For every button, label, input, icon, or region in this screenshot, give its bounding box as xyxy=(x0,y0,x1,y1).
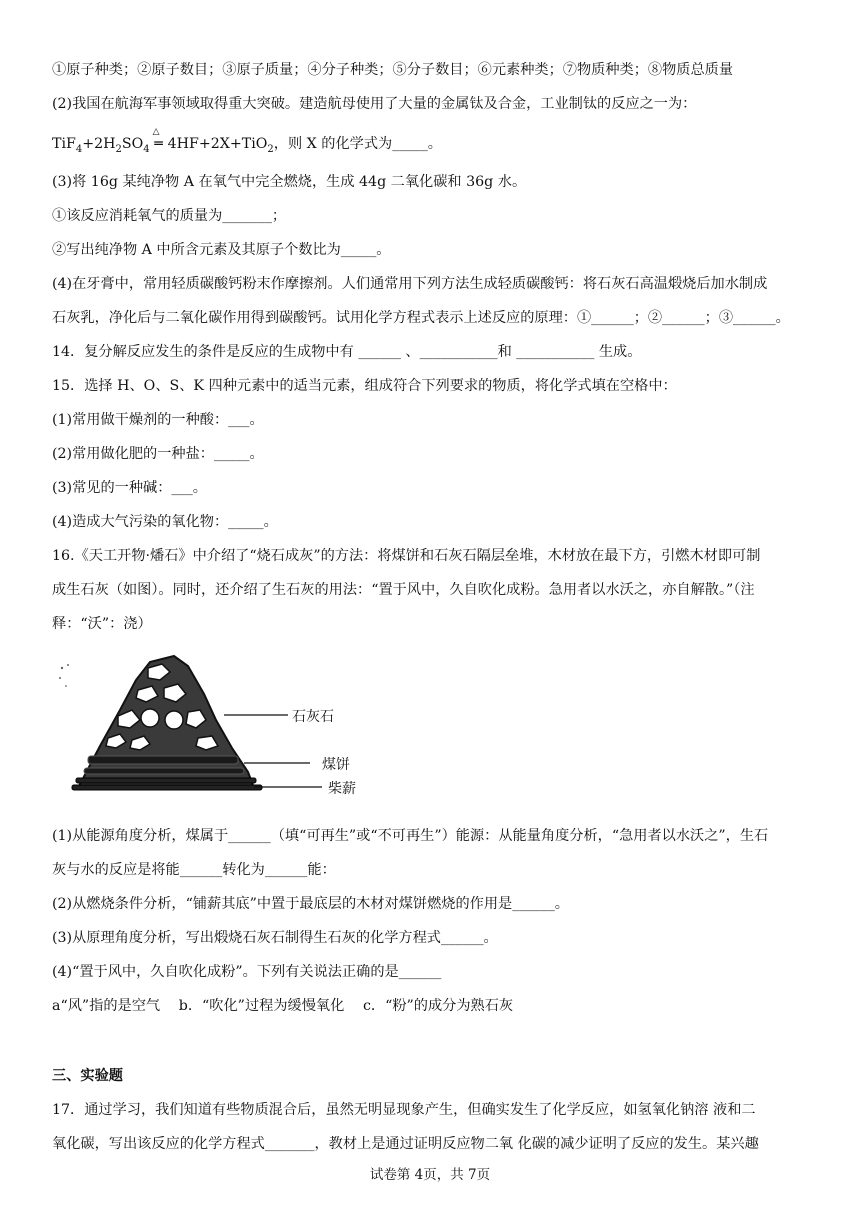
q13-part3-sub1: ①该反应消耗氧气的质量为_______； xyxy=(52,208,287,224)
q16-sub4-options: a“风”指的是空气 b．“吹化”过程为缓慢氧化 c．“粉”的成分为熟石灰 xyxy=(52,998,514,1014)
q15-sub3: (3)常见的一种碱：___。 xyxy=(52,480,207,496)
label-coal-cake: 煤饼 xyxy=(322,757,350,773)
q16-sub4: (4)“置于风中，久自吹化成粉”。下列有关说法正确的是______ xyxy=(52,964,442,980)
q17-text-line2: 氧化碳，写出该反应的化学方程式_______，教材上是通过证明反应物二氧 化碳的减少证明了反应的发生。某兴趣 xyxy=(52,1136,759,1152)
q16-text-line3: 释：“沃”：浇） xyxy=(52,616,152,632)
q13-part4-line2: 石灰乳，净化后与二氧化碳作用得到碳酸钙。试用化学方程式表示上述反应的原理：①______；②______；③______。 xyxy=(52,310,790,326)
q17-text-line1: 17．通过学习，我们知道有些物质混合后，虽然无明显现象产生，但确实发生了化学反应，如氢氧化钠溶 液和二 xyxy=(52,1102,756,1118)
q16-sub3: (3)从原理角度分析，写出煅烧石灰石制得生石灰的化学方程式______。 xyxy=(52,930,498,946)
q13-options-line: ①原子种类；②原子数目；③原子质量；④分子种类；⑤分子数目；⑥元素种类；⑦物质种类；⑧物质总质量 xyxy=(52,62,734,78)
label-limestone: 石灰石 xyxy=(292,709,334,725)
q15-sub2: (2)常用做化肥的一种盐：_____。 xyxy=(52,446,264,462)
q16-sub1-line1: (1)从能源角度分析，煤属于______（填“可再生”或“不可再生”）能源：从能量角度分析，“急用者以水沃之”，生石 xyxy=(52,828,769,844)
q13-part3-sub2: ②写出纯净物 A 中所含元素及其原子个数比为_____。 xyxy=(52,242,391,258)
q15-sub1: (1)常用做干燥剂的一种酸：___。 xyxy=(52,412,264,428)
q16-sub2: (2)从燃烧条件分析，“铺薪其底”中置于最底层的木材对煤饼燃烧的作用是______。 xyxy=(52,896,569,912)
q16-text-line1: 16.《天工开物·燔石》中介绍了“烧石成灰”的方法：将煤饼和石灰石隔层垒堆，木材放在最下方，引燃木材即可制 xyxy=(52,548,761,564)
q13-part3-intro: (3)将 16g 某纯净物 A 在氧气中完全燃烧，生成 44g 二氧化碳和 36g 水。 xyxy=(52,174,527,190)
q13-part2-intro: (2)我国在航海军事领域取得重大突破。建造航母使用了大量的金属钛及合金，工业制钛的反应之一为： xyxy=(52,96,697,112)
lime-kiln-figure xyxy=(48,650,378,810)
chemical-equation-line: $TiF_4+2H_2SO_4$ △ ═ 4HF+2X+TiO$_2$，则 X 的化学式为_____。 xyxy=(52,127,442,155)
section-heading-experiments: 三、实验题 xyxy=(52,1068,123,1084)
q16-sub1-line2: 灰与水的反应是将能______转化为______能： xyxy=(52,862,336,878)
q14-text: 14．复分解反应发生的条件是反应的生成物中有 ______ 、___________和 ___________ 生成。 xyxy=(52,344,642,360)
label-firewood: 柴薪 xyxy=(328,781,356,797)
page-footer: 试卷第 4页，共 7页 xyxy=(369,1167,491,1183)
q13-part4-line1: (4)在牙膏中，常用轻质碳酸钙粉末作摩擦剂。人们通常用下列方法生成轻质碳酸钙：将石灰石高温煅烧后加水制成 xyxy=(52,276,768,292)
heating-delta-symbol: △ ═ xyxy=(152,127,163,152)
q15-text: 15．选择 H、O、S、K 四种元素中的适当元素，组成符合下列要求的物质，将化学式填在空格中： xyxy=(52,378,677,394)
speckle-marks xyxy=(59,664,69,687)
q16-text-line2: 成生石灰（如图）。同时，还介绍了生石灰的用法：“置于风中，久自吹化成粉。急用者以水沃之，亦自解散。”（注 xyxy=(52,582,755,598)
q15-sub4: (4)造成大气污染的氧化物：_____。 xyxy=(52,514,278,530)
